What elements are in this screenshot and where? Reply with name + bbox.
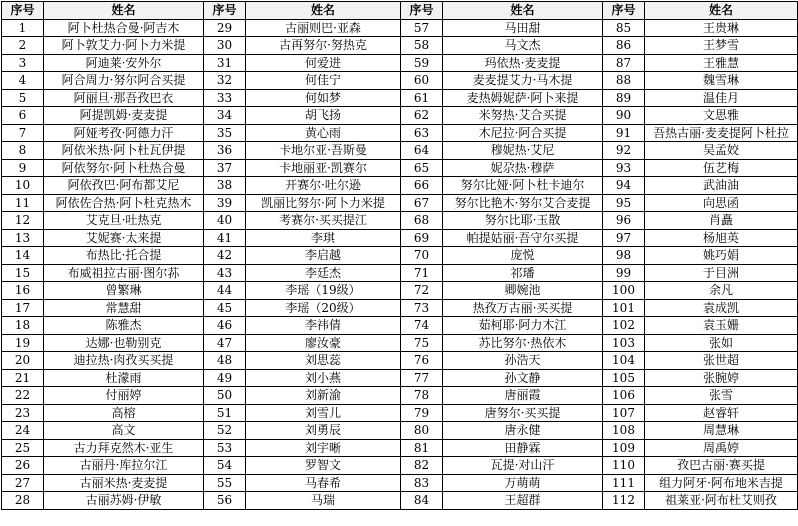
name-cell: 伍艺梅 (645, 159, 798, 177)
name-cell: 李廷杰 (246, 264, 401, 282)
index-cell: 110 (603, 457, 645, 475)
table-row (2, 282, 798, 300)
name-cell: 刘宇晰 (246, 439, 401, 457)
table-row (2, 177, 798, 195)
index-cell: 9 (2, 159, 44, 177)
name-cell: 罗智文 (246, 457, 401, 475)
column-header-name: 姓名 (246, 2, 401, 20)
name-cell: 付丽婷 (44, 387, 204, 405)
name-cell: 杜濛雨 (44, 369, 204, 387)
name-cell: 努尔比艳木·努尔艾合麦提 (443, 194, 603, 212)
index-cell: 12 (2, 212, 44, 230)
index-cell: 79 (401, 404, 443, 422)
name-cell: 阿依米热·阿卜杜瓦伊提 (44, 142, 204, 160)
index-cell: 77 (401, 369, 443, 387)
name-cell: 廖汝豪 (246, 334, 401, 352)
index-cell: 51 (204, 404, 246, 422)
roster-table (1, 1, 798, 510)
name-cell: 袁成凯 (645, 299, 798, 317)
table-row (2, 387, 798, 405)
index-cell: 73 (401, 299, 443, 317)
index-cell: 37 (204, 159, 246, 177)
index-cell: 60 (401, 72, 443, 90)
index-cell: 43 (204, 264, 246, 282)
index-cell: 28 (2, 492, 44, 510)
name-cell: 古力拜克然木·亚生 (44, 439, 204, 457)
name-cell: 阿卜敦艾力·阿卜力米提 (44, 37, 204, 55)
name-cell: 阿依孜巴·阿布都艾尼 (44, 177, 204, 195)
index-cell: 104 (603, 352, 645, 370)
name-cell: 古丽苏姆·伊敏 (44, 492, 204, 510)
index-cell: 19 (2, 334, 44, 352)
index-cell: 48 (204, 352, 246, 370)
index-cell: 58 (401, 37, 443, 55)
index-cell: 36 (204, 142, 246, 160)
index-cell: 93 (603, 159, 645, 177)
index-cell: 18 (2, 317, 44, 335)
index-cell: 55 (204, 474, 246, 492)
table-row (2, 247, 798, 265)
index-cell: 87 (603, 54, 645, 72)
name-cell: 曾繁琳 (44, 282, 204, 300)
index-cell: 88 (603, 72, 645, 90)
index-cell: 34 (204, 107, 246, 125)
name-cell: 古丽则巴·亚森 (246, 19, 401, 37)
name-cell: 妮尕热·穆萨 (443, 159, 603, 177)
name-cell: 王超群 (443, 492, 603, 510)
column-header-name: 姓名 (443, 2, 603, 20)
index-cell: 92 (603, 142, 645, 160)
index-cell: 31 (204, 54, 246, 72)
index-cell: 109 (603, 439, 645, 457)
name-cell: 刘勇辰 (246, 422, 401, 440)
name-cell: 赵睿轩 (645, 404, 798, 422)
name-cell: 卡地丽亚·凯赛尔 (246, 159, 401, 177)
index-cell: 44 (204, 282, 246, 300)
name-cell: 茹柯耶·阿力木江 (443, 317, 603, 335)
name-cell: 艾妮赛·太来提 (44, 229, 204, 247)
index-cell: 86 (603, 37, 645, 55)
name-cell: 周禹婷 (645, 439, 798, 457)
table-row (2, 369, 798, 387)
name-cell: 玛依热·麦麦提 (443, 54, 603, 72)
table-row (2, 212, 798, 230)
name-cell: 布热比·托合提 (44, 247, 204, 265)
name-cell: 达娜·也勒别克 (44, 334, 204, 352)
name-cell: 古丽丹·库拉尔江 (44, 457, 204, 475)
index-cell: 17 (2, 299, 44, 317)
column-header-name: 姓名 (645, 2, 798, 20)
index-cell: 49 (204, 369, 246, 387)
column-header-index: 序号 (603, 2, 645, 20)
name-cell: 何佳宁 (246, 72, 401, 90)
index-cell: 59 (401, 54, 443, 72)
name-cell: 唐努尔·买买提 (443, 404, 603, 422)
table-row (2, 492, 798, 510)
table-row (2, 107, 798, 125)
name-cell: 马文杰 (443, 37, 603, 55)
index-cell: 39 (204, 194, 246, 212)
index-cell: 45 (204, 299, 246, 317)
name-cell: 李启越 (246, 247, 401, 265)
index-cell: 57 (401, 19, 443, 37)
name-cell: 李瑶（19级） (246, 282, 401, 300)
name-cell: 万萌萌 (443, 474, 603, 492)
name-cell: 祖莱亚·阿布杜艾则孜 (645, 492, 798, 510)
index-cell: 97 (603, 229, 645, 247)
index-cell: 35 (204, 124, 246, 142)
index-cell: 72 (401, 282, 443, 300)
name-cell: 马春希 (246, 474, 401, 492)
name-cell: 张世超 (645, 352, 798, 370)
name-cell: 热孜万古丽·买买提 (443, 299, 603, 317)
name-cell: 余凡 (645, 282, 798, 300)
name-cell: 王雅慧 (645, 54, 798, 72)
name-cell: 迪拉热·肉孜买买提 (44, 352, 204, 370)
name-cell: 吾热古丽·麦麦提阿卜杜拉 (645, 124, 798, 142)
name-cell: 何如梦 (246, 89, 401, 107)
index-cell: 105 (603, 369, 645, 387)
name-cell: 卡地尔亚·吾斯曼 (246, 142, 401, 160)
name-cell: 张如 (645, 334, 798, 352)
name-cell: 胡飞扬 (246, 107, 401, 125)
index-cell: 23 (2, 404, 44, 422)
table-row (2, 264, 798, 282)
index-cell: 54 (204, 457, 246, 475)
index-cell: 99 (603, 264, 645, 282)
name-cell: 阿迪莱·安外尔 (44, 54, 204, 72)
name-cell: 于目洲 (645, 264, 798, 282)
table-row (2, 229, 798, 247)
name-cell: 黄心雨 (246, 124, 401, 142)
table-row (2, 299, 798, 317)
name-cell: 开赛尔·吐尔逊 (246, 177, 401, 195)
name-cell: 高文 (44, 422, 204, 440)
index-cell: 107 (603, 404, 645, 422)
index-cell: 81 (401, 439, 443, 457)
name-cell: 麦热姆妮萨·阿卜来提 (443, 89, 603, 107)
index-cell: 61 (401, 89, 443, 107)
name-cell: 刘新渝 (246, 387, 401, 405)
index-cell: 20 (2, 352, 44, 370)
name-cell: 苏比努尔·热依木 (443, 334, 603, 352)
name-cell: 杨旭英 (645, 229, 798, 247)
name-cell: 组力阿牙·阿布地米吉提 (645, 474, 798, 492)
index-cell: 89 (603, 89, 645, 107)
name-cell: 唐永健 (443, 422, 603, 440)
name-cell: 李瑶（20级） (246, 299, 401, 317)
index-cell: 27 (2, 474, 44, 492)
table-row (2, 439, 798, 457)
index-cell: 80 (401, 422, 443, 440)
index-cell: 68 (401, 212, 443, 230)
name-cell: 王梦雪 (645, 37, 798, 55)
name-cell: 姚巧娟 (645, 247, 798, 265)
table-row (2, 194, 798, 212)
name-cell: 古再努尔·努热克 (246, 37, 401, 55)
table-row (2, 317, 798, 335)
name-cell: 温佳月 (645, 89, 798, 107)
index-cell: 100 (603, 282, 645, 300)
index-cell: 85 (603, 19, 645, 37)
index-cell: 2 (2, 37, 44, 55)
name-cell: 木尼拉·阿合买提 (443, 124, 603, 142)
name-cell: 李祎倩 (246, 317, 401, 335)
column-header-index: 序号 (204, 2, 246, 20)
name-cell: 艾克旦·吐热克 (44, 212, 204, 230)
name-cell: 考赛尔·买买提江 (246, 212, 401, 230)
name-cell: 唐丽霞 (443, 387, 603, 405)
index-cell: 52 (204, 422, 246, 440)
name-cell: 常慧甜 (44, 299, 204, 317)
column-header-index: 序号 (401, 2, 443, 20)
header-row (2, 2, 798, 20)
index-cell: 4 (2, 72, 44, 90)
name-cell: 文思雅 (645, 107, 798, 125)
name-cell: 麦麦提艾力·马木提 (443, 72, 603, 90)
name-cell: 布威祖拉古丽·图尔荪 (44, 264, 204, 282)
index-cell: 111 (603, 474, 645, 492)
index-cell: 7 (2, 124, 44, 142)
index-cell: 90 (603, 107, 645, 125)
name-cell: 凯丽比努尔·阿卜力米提 (246, 194, 401, 212)
name-cell: 魏雪琳 (645, 72, 798, 90)
table-row (2, 37, 798, 55)
index-cell: 5 (2, 89, 44, 107)
index-cell: 69 (401, 229, 443, 247)
name-cell: 刘雪儿 (246, 404, 401, 422)
index-cell: 95 (603, 194, 645, 212)
name-cell: 努尔比耶·玉散 (443, 212, 603, 230)
name-cell: 孙浩天 (443, 352, 603, 370)
index-cell: 76 (401, 352, 443, 370)
index-cell: 25 (2, 439, 44, 457)
index-cell: 15 (2, 264, 44, 282)
index-cell: 24 (2, 422, 44, 440)
index-cell: 65 (401, 159, 443, 177)
index-cell: 112 (603, 492, 645, 510)
index-cell: 101 (603, 299, 645, 317)
index-cell: 42 (204, 247, 246, 265)
index-cell: 26 (2, 457, 44, 475)
name-cell: 袁玉姗 (645, 317, 798, 335)
index-cell: 32 (204, 72, 246, 90)
index-cell: 1 (2, 19, 44, 37)
name-cell: 米努热·艾合买提 (443, 107, 603, 125)
name-cell: 吴孟姣 (645, 142, 798, 160)
name-cell: 阿合周力·努尔阿合买提 (44, 72, 204, 90)
column-header-index: 序号 (2, 2, 44, 20)
name-cell: 阿娅考孜·阿德力汗 (44, 124, 204, 142)
table-row (2, 124, 798, 142)
name-cell: 庞悦 (443, 247, 603, 265)
name-cell: 肖矗 (645, 212, 798, 230)
table-row (2, 457, 798, 475)
name-cell: 帕提姑丽·吾守尔买提 (443, 229, 603, 247)
index-cell: 78 (401, 387, 443, 405)
table-body (2, 19, 798, 509)
name-cell: 何爱进 (246, 54, 401, 72)
table-row (2, 334, 798, 352)
index-cell: 63 (401, 124, 443, 142)
index-cell: 46 (204, 317, 246, 335)
index-cell: 38 (204, 177, 246, 195)
name-cell: 孜巴古丽·赛买提 (645, 457, 798, 475)
table-row (2, 142, 798, 160)
index-cell: 102 (603, 317, 645, 335)
index-cell: 29 (204, 19, 246, 37)
index-cell: 83 (401, 474, 443, 492)
index-cell: 8 (2, 142, 44, 160)
name-cell: 孙文静 (443, 369, 603, 387)
table-row (2, 422, 798, 440)
name-cell: 高榕 (44, 404, 204, 422)
table-row (2, 404, 798, 422)
name-cell: 张雪 (645, 387, 798, 405)
name-cell: 刘思蕊 (246, 352, 401, 370)
index-cell: 91 (603, 124, 645, 142)
index-cell: 66 (401, 177, 443, 195)
name-cell: 阿卜杜热合曼·阿吉木 (44, 19, 204, 37)
index-cell: 108 (603, 422, 645, 440)
table-row (2, 89, 798, 107)
table-row (2, 159, 798, 177)
name-cell: 刘小燕 (246, 369, 401, 387)
index-cell: 64 (401, 142, 443, 160)
index-cell: 75 (401, 334, 443, 352)
name-cell: 阿依佐合热·阿卜杜克热木 (44, 194, 204, 212)
index-cell: 70 (401, 247, 443, 265)
table-row (2, 54, 798, 72)
name-cell: 阿丽旦·那吾孜巴衣 (44, 89, 204, 107)
index-cell: 82 (401, 457, 443, 475)
index-cell: 16 (2, 282, 44, 300)
index-cell: 6 (2, 107, 44, 125)
name-cell: 阿提凯姆·麦麦提 (44, 107, 204, 125)
name-cell: 周慧琳 (645, 422, 798, 440)
name-cell: 田静霖 (443, 439, 603, 457)
index-cell: 30 (204, 37, 246, 55)
index-cell: 62 (401, 107, 443, 125)
index-cell: 94 (603, 177, 645, 195)
table-row (2, 474, 798, 492)
index-cell: 21 (2, 369, 44, 387)
index-cell: 74 (401, 317, 443, 335)
table-row (2, 19, 798, 37)
index-cell: 50 (204, 387, 246, 405)
table-row (2, 352, 798, 370)
index-cell: 84 (401, 492, 443, 510)
name-cell: 古丽米热·麦麦提 (44, 474, 204, 492)
index-cell: 22 (2, 387, 44, 405)
index-cell: 103 (603, 334, 645, 352)
index-cell: 13 (2, 229, 44, 247)
name-cell: 阿依努尔·阿卜杜热合曼 (44, 159, 204, 177)
name-cell: 陈雅杰 (44, 317, 204, 335)
name-cell: 李琪 (246, 229, 401, 247)
index-cell: 47 (204, 334, 246, 352)
name-cell: 瓦提·对山汗 (443, 457, 603, 475)
index-cell: 106 (603, 387, 645, 405)
table-row (2, 72, 798, 90)
index-cell: 14 (2, 247, 44, 265)
index-cell: 40 (204, 212, 246, 230)
index-cell: 71 (401, 264, 443, 282)
name-cell: 张腕婷 (645, 369, 798, 387)
index-cell: 41 (204, 229, 246, 247)
name-cell: 向思函 (645, 194, 798, 212)
index-cell: 53 (204, 439, 246, 457)
name-cell: 卿婉池 (443, 282, 603, 300)
index-cell: 56 (204, 492, 246, 510)
index-cell: 33 (204, 89, 246, 107)
name-cell: 努尔比娅·阿卜杜卡迪尔 (443, 177, 603, 195)
name-cell: 祁璠 (443, 264, 603, 282)
table-header (2, 2, 798, 20)
name-cell: 武油油 (645, 177, 798, 195)
name-cell: 马瑞 (246, 492, 401, 510)
index-cell: 96 (603, 212, 645, 230)
index-cell: 98 (603, 247, 645, 265)
name-cell: 王贵琳 (645, 19, 798, 37)
column-header-name: 姓名 (44, 2, 204, 20)
index-cell: 10 (2, 177, 44, 195)
index-cell: 11 (2, 194, 44, 212)
name-cell: 穆妮热·艾尼 (443, 142, 603, 160)
name-cell: 马田甜 (443, 19, 603, 37)
index-cell: 3 (2, 54, 44, 72)
index-cell: 67 (401, 194, 443, 212)
